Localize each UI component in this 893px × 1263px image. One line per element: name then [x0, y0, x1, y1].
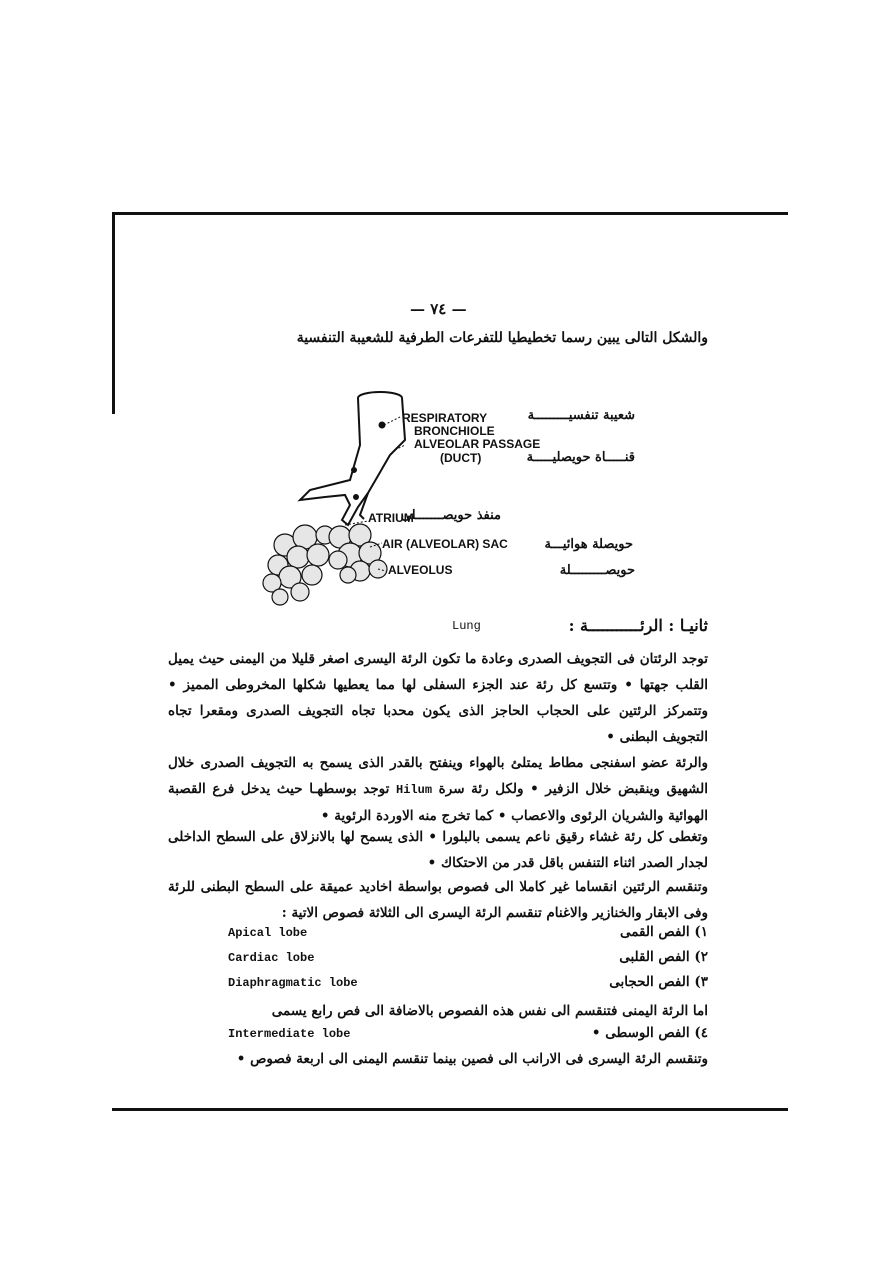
paragraph-2-continued: توجد بوسطهـا حيث يدخل فرع القصبة الهوائية والشريان الرئوى والاعصاب • كما تخرج منه الاوردة الرئوية • — [168, 781, 708, 824]
paragraph-2-text: والرئة عضو اسفنجى مطاط يمتلئ بالهواء وينفتح بالقدر الذى يسمح به التجويف الصدرى خلال الشهيق وينقبض خلال الزفير • ولكل رئة سرة — [168, 755, 709, 797]
lobe-en: Diaphragmatic lobe — [228, 976, 358, 990]
lobe-ar: ١) الفص القمى — [619, 924, 708, 940]
label-atrium-ar: منفذ حويصـــــــلى — [400, 508, 501, 523]
label-air-sac: AIR (ALVEOLAR) SAC — [382, 537, 508, 551]
label-bronchiole: BRONCHIOLE — [414, 424, 495, 438]
lobe-en: Cardiac lobe — [228, 951, 315, 965]
label-atrium: ATRIUM — [368, 511, 414, 525]
label-respiratory-ar: شعيبة تنفسيـــــــــة — [527, 408, 635, 423]
hilum-term: Hilum — [396, 783, 433, 797]
alveolar-cluster-left — [263, 525, 334, 605]
paragraph-6: وتنقسم الرئة اليسرى فى الارانب الى فصين بينما تنقسم اليمنى الى اربعة فصوص • — [236, 1051, 708, 1067]
lobe-item — [228, 976, 708, 998]
label-alveolar-passage: ALVEOLAR PASSAGE — [414, 437, 541, 451]
lobe-en: Intermediate lobe — [228, 1027, 351, 1041]
label-air-sac-ar: حويصلة هوائيـــة — [544, 537, 633, 552]
label-duct-ar: قنـــــاة حويصليـــــة — [526, 450, 635, 465]
section-latin-term: Lung — [452, 619, 481, 633]
label-respiratory: RESPIRATORY — [402, 411, 488, 425]
bronchiole-tube — [300, 392, 405, 525]
page-number: — ٧٤ — — [410, 300, 467, 318]
paragraph-3: وتغطى كل رئة غشاء رقيق ناعم يسمى بالبلورا • الذى يسمح لها بالانزلاق على السطح الداخلى لجدار الصدر اثناء التنفس باقل قدر من الاحتكاك • — [168, 829, 708, 871]
left-rule — [112, 212, 115, 414]
label-alveolus: ALVEOLUS — [388, 563, 453, 577]
paragraph-2 — [168, 750, 708, 829]
section-title: ثانيـا : الرئـــــــــــة : — [568, 616, 708, 635]
paragraph-1: توجد الرئتان فى التجويف الصدرى وعادة ما تكون الرئة اليسرى اصغر قليلا من اليمنى حيث يميل القلب جهتها • وتتسع كل رئة عند الجزء السفلى لها مما يعطيها شكلها المخروطى المميز • وتتمركز الرئتين على الحجاب الحاجز الذى يكون محدبا تجاه التجويف الصدرى ومقعرا تجاه التجويف البطنى • — [168, 651, 708, 745]
lobe-ar: ٣) الفص الحجابى — [609, 974, 708, 990]
lobe-en: Apical lobe — [228, 926, 308, 940]
alveolar-cluster-right — [329, 524, 387, 583]
bottom-rule — [112, 1108, 788, 1111]
figure-caption: والشكل التالى يبين رسما تخطيطيا للتفرعات الطرفية للشعيبة التنفسية — [296, 330, 708, 346]
paragraph-4: وتنقسم الرئتين انقساما غير كاملا الى فصوص بواسطة اخاديد عميقة على السطح البطنى للرئة وفى الابقار والخنازير والاغنام تنقسم الرئة اليسرى الى الثلاثة فصوص الاتية : — [168, 879, 708, 921]
top-rule — [112, 212, 788, 215]
lobe-ar: ٤) الفص الوسطى • — [591, 1025, 708, 1041]
label-alveolus-ar: حويصـــــــــلة — [559, 563, 635, 578]
paragraph-5: اما الرئة اليمنى فتنقسم الى نفس هذه الفصوص بالاضافة الى فص رابع يسمى — [271, 1003, 708, 1019]
label-duct: (DUCT) — [440, 451, 482, 465]
lobe-ar: ٢) الفص القلبى — [619, 949, 708, 965]
lobe-item — [228, 951, 708, 973]
lobe-item — [228, 926, 708, 948]
